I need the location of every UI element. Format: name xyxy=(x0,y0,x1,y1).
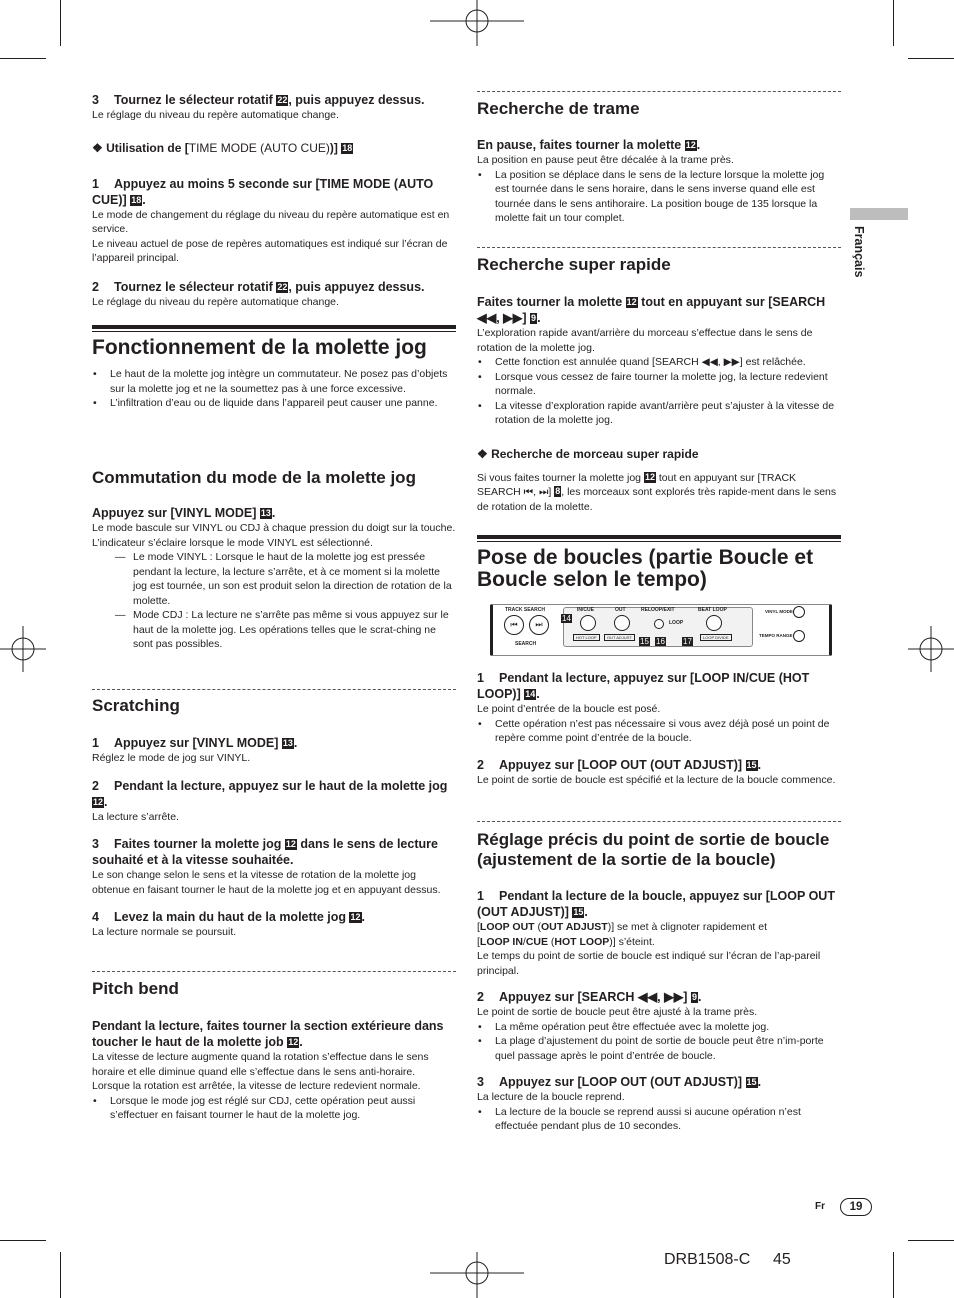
step-heading: 2 Pendant la lecture, appuyez sur le haut de la molette jog 12. xyxy=(92,778,448,809)
vinyl-mode-button xyxy=(793,606,805,618)
right-column-pose-steps xyxy=(477,670,841,787)
panel-label-search: SEARCH xyxy=(515,641,537,647)
bullet-item: • Lorsque le mode jog est réglé sur CDJ, cette opération peut aussi s’effectuer en faisant tourner le haut de la molette jog. xyxy=(92,1094,456,1123)
reloop-button xyxy=(654,619,664,629)
subsection-title: Commutation du mode de la molette jog xyxy=(92,468,416,487)
subsection-title: Recherche de trame xyxy=(477,99,640,118)
panel-label-vinyl-mode: VINYL MODE xyxy=(765,609,793,614)
step-heading: 4 Levez la main du haut de la molette jog 12. xyxy=(92,910,365,924)
section-divider xyxy=(92,971,456,972)
section-title: Fonctionnement de la molette jog xyxy=(92,336,427,359)
step-body: Le niveau actuel de pose de repères automatiques est indiqué sur l’écran de l’appareil principal. xyxy=(92,237,448,264)
crop-mark xyxy=(60,0,61,46)
panel-label-out: OUT xyxy=(615,607,626,613)
panel-callout-16: 16 xyxy=(656,637,665,646)
instruction: Appuyez sur [VINYL MODE] 13. xyxy=(92,506,276,520)
step-body: Le temps du point de sortie de boucle est indiqué sur l’écran de l’ap-pareil principal. xyxy=(477,950,821,977)
tempo-range-button xyxy=(793,630,805,642)
step-body: L’exploration rapide avant/arrière du morceau s’effectue dans le sens de rotation de la molette jog. xyxy=(477,327,813,354)
left-column-scratch xyxy=(92,696,456,940)
crop-mark xyxy=(0,58,46,59)
section-divider xyxy=(477,91,841,92)
step-body: Le réglage du niveau du repère automatique change. xyxy=(92,109,339,121)
footer-language: Fr xyxy=(815,1201,825,1212)
loop-in-button xyxy=(580,615,596,631)
subsection-title: Pitch bend xyxy=(92,979,179,998)
panel-label-reloop: RELOOP/EXIT xyxy=(641,607,675,613)
track-search-next-button: ⏭ xyxy=(529,615,549,635)
panel-label-loop: LOOP xyxy=(669,620,684,626)
step-heading: 2 Appuyez sur [SEARCH ◀◀, ▶▶] 9. xyxy=(477,990,702,1004)
step-body: L’indicateur s’éclaire lorsque le mode VINYL est sélectionné. xyxy=(92,536,373,549)
language-tab-label: Français xyxy=(852,226,866,278)
right-column-reglage xyxy=(477,830,841,1134)
step-heading: 1 Pendant la lecture de la boucle, appuyez sur [LOOP OUT (OUT ADJUST)] 15. xyxy=(477,889,835,919)
right-column-pose xyxy=(477,547,841,591)
step-heading: 3 Tournez le sélecteur rotatif 22, puis appuyez dessus. xyxy=(92,93,425,107)
crop-mark xyxy=(893,0,894,46)
panel-callout-14: 14 xyxy=(562,614,571,623)
panel-callout-15: 15 xyxy=(640,637,649,646)
crop-mark xyxy=(908,1240,954,1241)
bullet-item: • La vitesse d’exploration rapide avant/arrière peut s’ajuster à la vitesse de rotation de la molette jog. xyxy=(477,399,841,428)
step-body: Le point de sortie de boucle est spécifié et la lecture de la boucle commence. xyxy=(477,773,836,786)
step-body: Le point de sortie de boucle peut être ajusté à la trame près. xyxy=(477,1006,758,1018)
panel-callout-17: 17 xyxy=(683,637,692,646)
step-heading: 1 Appuyez sur [VINYL MODE] 13. xyxy=(92,736,298,750)
bullet-item: • La position se déplace dans le sens de la lecture lorsque la molette jog est tournée dans le sens horaire, dans le sens inverse quand elle est tournée dans le sens antihoraire. La position bouge de 135 lorsque la molette fait un tour complet. xyxy=(477,168,841,226)
registration-mark xyxy=(430,0,524,46)
section-divider xyxy=(477,821,841,822)
step-body: Le réglage du niveau du repère automatique change. xyxy=(92,295,339,308)
bullet-item: • Cette opération n’est pas nécessaire si vous avez déjà posé un point de repère comme point d’entrée de la boucle. xyxy=(477,717,841,746)
step-body: [LOOP IN/CUE (HOT LOOP)] s’éteint. xyxy=(477,935,655,948)
bullet-item: • Cette fonction est annulée quand [SEARCH ◀◀, ▶▶] est relâchée. xyxy=(477,355,841,370)
left-column-comm xyxy=(92,468,456,652)
panel-label-track-search: TRACK SEARCH xyxy=(505,607,545,613)
section-divider xyxy=(92,689,456,690)
track-search-prev-button: ⏮ xyxy=(504,615,524,635)
right-column-trame xyxy=(477,99,841,226)
step-heading: 1 Pendant la lecture, appuyez sur [LOOP IN/CUE (HOT LOOP)] 14. xyxy=(477,671,810,701)
crop-mark xyxy=(60,1252,61,1298)
step-heading: 2 Tournez le sélecteur rotatif 22, puis appuyez dessus. xyxy=(92,279,425,294)
subsection-heading: ❖ Recherche de morceau super rapide xyxy=(477,446,699,461)
bullet-item: • La même opération peut être effectuée avec la molette jog. xyxy=(477,1020,841,1035)
bullet-item: • La plage d’ajustement du point de sortie de boucle peut être n’im-porte quel passage après le point d’entrée de boucle. xyxy=(477,1034,841,1063)
step-body: [LOOP OUT (OUT ADJUST)] se met à clignoter rapidement et xyxy=(477,921,768,933)
registration-mark xyxy=(0,626,46,672)
loop-out-button xyxy=(614,615,630,631)
section-rule xyxy=(477,535,841,539)
step-body: Le son change selon le sens et la vitesse de rotation de la molette jog obtenue en faisant tourner le haut de la molette jog et en appuyant dessus. xyxy=(92,869,441,896)
bullet-item: • Le haut de la molette jog intègre un commutateur. Ne posez pas d’objets sur la molette jog et ne la soumettez pas à une force excessive. xyxy=(92,367,456,396)
dash-item: — Mode CDJ : La lecture ne s’arrête pas même si vous appuyez sur le haut de la molette jog. Les opérations telles que le scrat-ching ne sont pas possibles. xyxy=(92,608,456,652)
subsection-title: Recherche super rapide xyxy=(477,255,671,274)
crop-mark xyxy=(908,58,954,59)
right-column-rapide xyxy=(477,255,841,514)
left-column-jog xyxy=(92,337,456,411)
section-divider xyxy=(477,247,841,248)
step-body: La vitesse de lecture augmente quand la rotation s’effectue dans le sens horaire et elle diminue quand elle s’effectue dans le sens anti-horaire. Lorsque la rotation est arrêtée, la vitesse de lecture redevient normale. xyxy=(92,1051,429,1092)
subsection-heading: ❖ Utilisation de [TIME MODE (AUTO CUE))] 18 xyxy=(92,140,353,155)
step-heading: 2 Appuyez sur [LOOP OUT (OUT ADJUST)] 15. xyxy=(477,757,762,772)
panel-label-beat-loop: BEAT LOOP xyxy=(698,607,727,613)
bullet-item: • L’infiltration d’eau ou de liquide dans l’appareil peut causer une panne. xyxy=(92,396,456,411)
panel-label-out-adjust: OUT ADJUST xyxy=(604,634,635,641)
step-body: Le mode bascule sur VINYL ou CDJ à chaque pression du doigt sur la touche. xyxy=(92,522,456,534)
instruction: Faites tourner la molette 12 tout en appuyant sur [SEARCH ◀◀, ▶▶] 9. xyxy=(477,295,826,325)
beat-loop-button xyxy=(706,615,722,631)
panel-label-loop-divide: LOOP DIVIDE xyxy=(700,634,732,641)
step-body: La lecture normale se poursuit. xyxy=(92,926,237,938)
panel-label-tempo-range: TEMPO RANGE xyxy=(759,633,793,638)
step-heading: 3 Appuyez sur [LOOP OUT (OUT ADJUST)] 15. xyxy=(477,1075,762,1089)
panel-label-in-cue: IN/CUE xyxy=(577,607,594,613)
bullet-item: • Lorsque vous cessez de faire tourner la molette jog, la lecture redevient normale. xyxy=(477,370,841,399)
left-column xyxy=(92,92,456,309)
step-body: Réglez le mode de jog sur VINYL. xyxy=(92,752,251,764)
page-number: 19 xyxy=(840,1198,872,1216)
registration-mark xyxy=(908,626,954,672)
step-body: La position en pause peut être décalée à la trame près. xyxy=(477,154,734,166)
left-column-pitch xyxy=(92,979,456,1123)
step-body: La lecture s’arrête. xyxy=(92,810,179,823)
language-tab-bar xyxy=(850,208,908,220)
loop-panel-illustration xyxy=(490,604,832,656)
crop-mark xyxy=(893,1252,894,1298)
section-title: Pose de boucles (partie Boucle et Boucle selon le tempo) xyxy=(477,546,814,591)
instruction: Pendant la lecture, faites tourner la section extérieure dans toucher le haut de la molette job 12. xyxy=(92,1019,444,1049)
crop-mark xyxy=(0,1240,46,1241)
step-heading: 1 Appuyez au moins 5 seconde sur [TIME MODE (AUTO CUE)] 18. xyxy=(92,176,434,207)
subsection-title: Scratching xyxy=(92,696,180,715)
step-body: Si vous faites tourner la molette jog 12 tout en appuyant sur [TRACK SEARCH ⏮, ⏭] 8, les morceaux sont explorés très rapide-ment dans le sens de rotation de la molette. xyxy=(477,471,837,513)
dash-item: — Le mode VINYL : Lorsque le haut de la molette jog est pressée pendant la lecture, la lecture s’arrête, et à ce moment si la molette jog est tournée, un son est produit selon la direction de rotation de la molette. xyxy=(92,550,456,608)
document-page-number: 45 xyxy=(773,1251,791,1268)
panel-label-hot-loop: HOT LOOP xyxy=(573,634,600,641)
section-rule xyxy=(92,325,456,329)
instruction: En pause, faites tourner la molette 12. xyxy=(477,138,701,152)
step-body: La lecture de la boucle reprend. xyxy=(477,1091,625,1103)
step-body: Le mode de changement du réglage du niveau du repère automatique est en service. xyxy=(92,208,450,235)
bullet-item: • La lecture de la boucle se reprend aussi si aucune opération n’est effectuée pendant plus de 10 secondes. xyxy=(477,1105,841,1134)
step-heading: 3 Faites tourner la molette jog 12 dans le sens de lecture souhaité et à la vitesse souhaitée. xyxy=(92,837,438,867)
subsection-title: Réglage précis du point de sortie de boucle (ajustement de la sortie de la boucle) xyxy=(477,830,830,869)
step-body: Le point d’entrée de la boucle est posé. xyxy=(477,703,661,715)
document-code: DRB1508-C xyxy=(664,1251,751,1268)
registration-mark xyxy=(430,1252,524,1298)
